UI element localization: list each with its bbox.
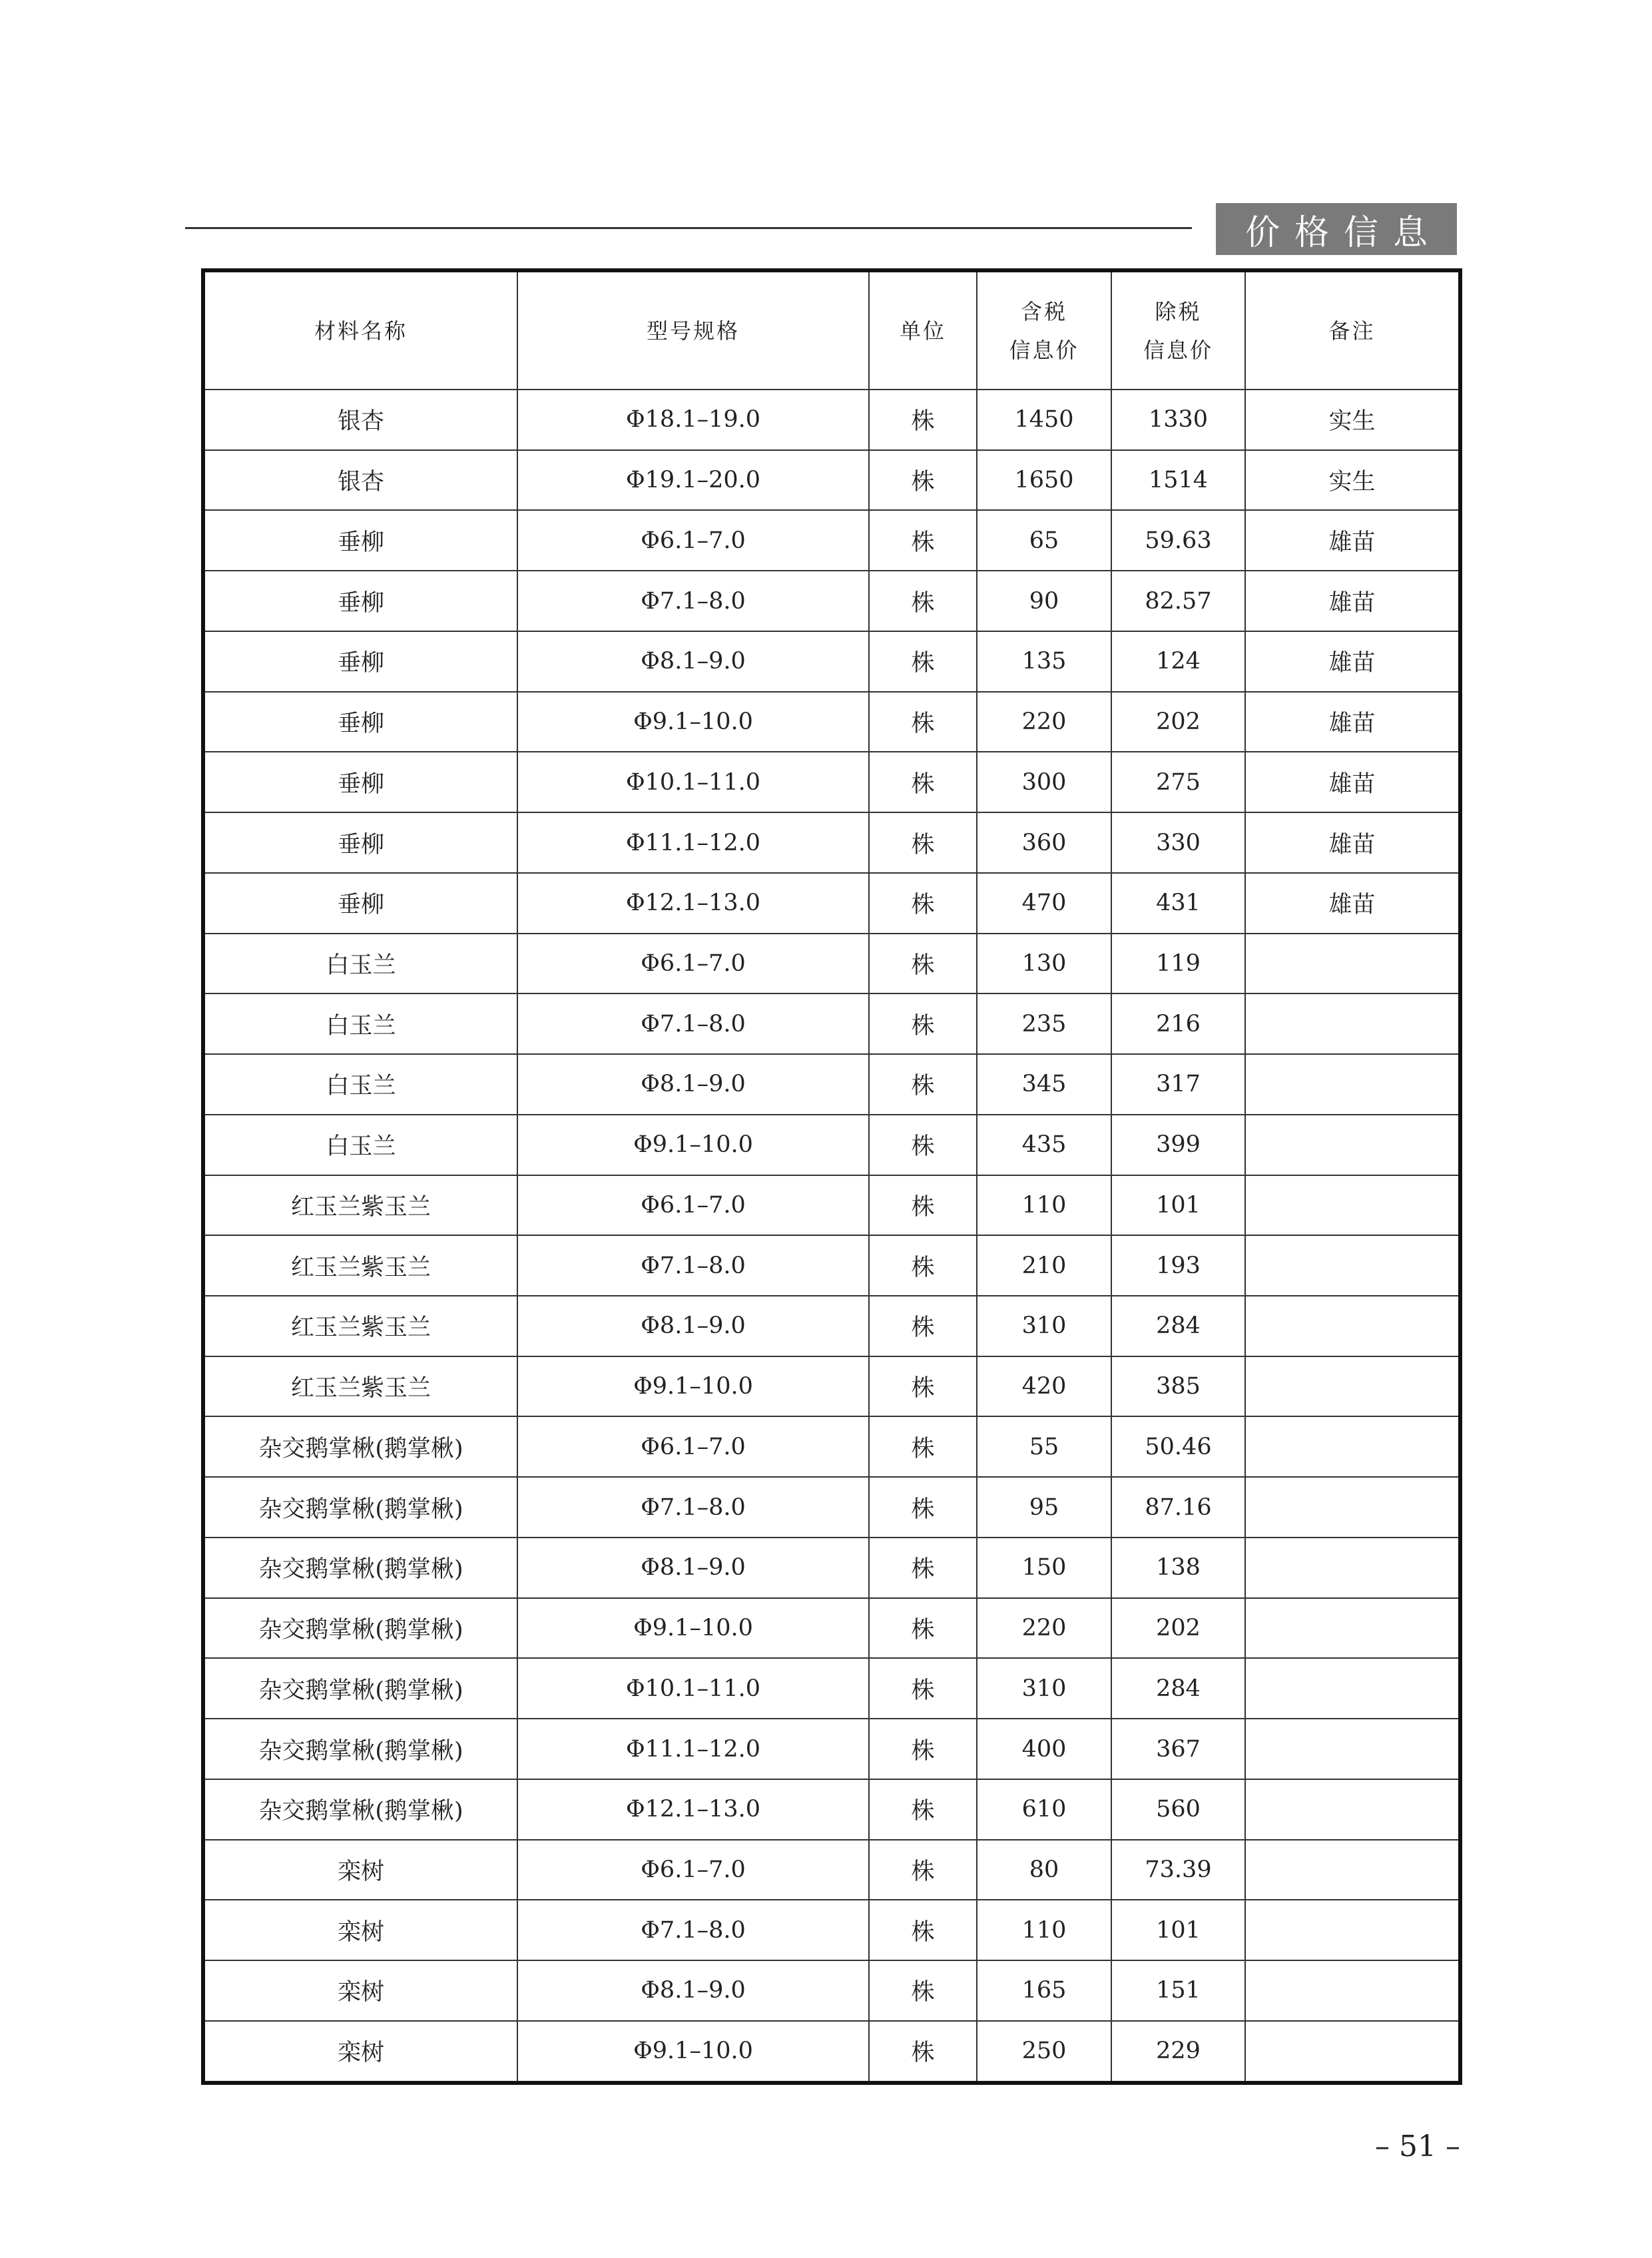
cell-unit: 株 — [869, 1296, 977, 1356]
cell-material-name: 白玉兰 — [203, 934, 517, 994]
table-row — [203, 1296, 1460, 1356]
cell-unit: 株 — [869, 1115, 977, 1175]
cell-material-name: 杂交鹅掌楸(鹅掌楸) — [203, 1416, 517, 1477]
table-row — [203, 692, 1460, 752]
cell-material-name: 银杏 — [203, 390, 517, 450]
cell-unit: 株 — [869, 1779, 977, 1840]
cell-model-spec: Φ7.1–8.0 — [517, 571, 869, 631]
cell-remarks: 雄苗 — [1245, 692, 1460, 752]
cell-unit: 株 — [869, 812, 977, 873]
table-row — [203, 1054, 1460, 1115]
table-row — [203, 1900, 1460, 1960]
cell-remarks — [1245, 1900, 1460, 1960]
cell-tax-exclusive-price: 1330 — [1111, 390, 1245, 450]
cell-remarks — [1245, 993, 1460, 1054]
table-row — [203, 1538, 1460, 1598]
cell-unit: 株 — [869, 571, 977, 631]
cell-tax-inclusive-price: 1650 — [977, 450, 1111, 511]
cell-unit: 株 — [869, 1416, 977, 1477]
cell-material-name: 白玉兰 — [203, 1115, 517, 1175]
cell-model-spec: Φ8.1–9.0 — [517, 1538, 869, 1598]
cell-remarks: 雄苗 — [1245, 510, 1460, 571]
cell-unit: 株 — [869, 1235, 977, 1296]
table-row — [203, 450, 1460, 511]
cell-remarks — [1245, 1538, 1460, 1598]
cell-remarks: 雄苗 — [1245, 571, 1460, 631]
cell-tax-inclusive-price: 220 — [977, 692, 1111, 752]
cell-unit: 株 — [869, 1538, 977, 1598]
cell-tax-exclusive-price: 399 — [1111, 1115, 1245, 1175]
cell-model-spec: Φ10.1–11.0 — [517, 752, 869, 812]
cell-tax-inclusive-price: 300 — [977, 752, 1111, 812]
cell-remarks — [1245, 1960, 1460, 2021]
header-unit: 单位 — [869, 270, 977, 390]
table-row — [203, 1356, 1460, 1417]
cell-tax-inclusive-price: 610 — [977, 1779, 1111, 1840]
cell-model-spec: Φ6.1–7.0 — [517, 1416, 869, 1477]
cell-material-name: 白玉兰 — [203, 1054, 517, 1115]
cell-model-spec: Φ8.1–9.0 — [517, 1296, 869, 1356]
cell-remarks — [1245, 1840, 1460, 1900]
header-tax-exclusive-line2: 信息价 — [1143, 337, 1213, 363]
cell-material-name: 栾树 — [203, 1840, 517, 1900]
cell-model-spec: Φ6.1–7.0 — [517, 934, 869, 994]
cell-remarks — [1245, 934, 1460, 994]
cell-material-name: 垂柳 — [203, 873, 517, 934]
cell-tax-exclusive-price: 317 — [1111, 1054, 1245, 1115]
cell-tax-inclusive-price: 310 — [977, 1658, 1111, 1719]
cell-remarks — [1245, 1779, 1460, 1840]
cell-model-spec: Φ7.1–8.0 — [517, 1900, 869, 1960]
price-table — [201, 268, 1462, 2085]
cell-unit: 株 — [869, 1175, 977, 1236]
cell-unit: 株 — [869, 1960, 977, 2021]
cell-unit: 株 — [869, 1840, 977, 1900]
cell-model-spec: Φ9.1–10.0 — [517, 692, 869, 752]
cell-material-name: 垂柳 — [203, 631, 517, 692]
cell-tax-inclusive-price: 220 — [977, 1598, 1111, 1659]
cell-remarks — [1245, 1658, 1460, 1719]
table-row — [203, 571, 1460, 631]
cell-tax-exclusive-price: 151 — [1111, 1960, 1245, 2021]
table-row — [203, 390, 1460, 450]
cell-material-name: 垂柳 — [203, 812, 517, 873]
cell-tax-inclusive-price: 345 — [977, 1054, 1111, 1115]
cell-model-spec: Φ8.1–9.0 — [517, 1054, 869, 1115]
cell-remarks — [1245, 1175, 1460, 1236]
cell-remarks — [1245, 1477, 1460, 1538]
header-model-spec: 型号规格 — [517, 270, 869, 390]
cell-tax-exclusive-price: 101 — [1111, 1900, 1245, 1960]
cell-model-spec: Φ8.1–9.0 — [517, 1960, 869, 2021]
cell-tax-exclusive-price: 1514 — [1111, 450, 1245, 511]
table-header-row — [203, 270, 1460, 390]
cell-tax-inclusive-price: 1450 — [977, 390, 1111, 450]
table-body — [203, 390, 1460, 2083]
table-row — [203, 2021, 1460, 2083]
cell-remarks — [1245, 1054, 1460, 1115]
cell-tax-exclusive-price: 284 — [1111, 1296, 1245, 1356]
table-row — [203, 873, 1460, 934]
cell-remarks — [1245, 1598, 1460, 1659]
header-tax-exclusive-line1: 除税 — [1155, 298, 1202, 324]
cell-remarks: 雄苗 — [1245, 752, 1460, 812]
page-number: – 51 – — [1375, 2129, 1460, 2163]
header-remarks: 备注 — [1245, 270, 1460, 390]
cell-tax-exclusive-price: 202 — [1111, 1598, 1245, 1659]
cell-tax-inclusive-price: 420 — [977, 1356, 1111, 1417]
cell-tax-exclusive-price: 138 — [1111, 1538, 1245, 1598]
cell-model-spec: Φ6.1–7.0 — [517, 510, 869, 571]
cell-material-name: 栾树 — [203, 1960, 517, 2021]
cell-remarks: 实生 — [1245, 390, 1460, 450]
cell-tax-exclusive-price: 101 — [1111, 1175, 1245, 1236]
header-rule — [185, 227, 1192, 229]
cell-unit: 株 — [869, 1658, 977, 1719]
header-tax-exclusive-price — [1111, 270, 1245, 390]
cell-tax-exclusive-price: 73.39 — [1111, 1840, 1245, 1900]
cell-material-name: 红玉兰紫玉兰 — [203, 1296, 517, 1356]
header-tax-inclusive-line1: 含税 — [1020, 298, 1067, 324]
cell-tax-exclusive-price: 560 — [1111, 1779, 1245, 1840]
cell-unit: 株 — [869, 752, 977, 812]
section-title: 价格信息 — [1216, 203, 1457, 255]
header-tax-inclusive-line2: 信息价 — [1009, 337, 1079, 363]
cell-model-spec: Φ9.1–10.0 — [517, 2021, 869, 2083]
cell-tax-inclusive-price: 210 — [977, 1235, 1111, 1296]
cell-material-name: 垂柳 — [203, 752, 517, 812]
cell-remarks: 雄苗 — [1245, 873, 1460, 934]
table-row — [203, 1779, 1460, 1840]
cell-tax-inclusive-price: 110 — [977, 1900, 1111, 1960]
cell-material-name: 栾树 — [203, 1900, 517, 1960]
cell-tax-inclusive-price: 55 — [977, 1416, 1111, 1477]
cell-tax-inclusive-price: 435 — [977, 1115, 1111, 1175]
table-row — [203, 510, 1460, 571]
cell-remarks — [1245, 1356, 1460, 1417]
cell-unit: 株 — [869, 510, 977, 571]
cell-tax-inclusive-price: 150 — [977, 1538, 1111, 1598]
cell-remarks — [1245, 1296, 1460, 1356]
cell-remarks — [1245, 1719, 1460, 1779]
cell-model-spec: Φ12.1–13.0 — [517, 1779, 869, 1840]
cell-unit: 株 — [869, 1900, 977, 1960]
cell-tax-inclusive-price: 310 — [977, 1296, 1111, 1356]
cell-remarks — [1245, 1235, 1460, 1296]
cell-tax-exclusive-price: 284 — [1111, 1658, 1245, 1719]
cell-tax-inclusive-price: 65 — [977, 510, 1111, 571]
table-row — [203, 934, 1460, 994]
cell-tax-inclusive-price: 135 — [977, 631, 1111, 692]
cell-tax-exclusive-price: 216 — [1111, 993, 1245, 1054]
cell-material-name: 红玉兰紫玉兰 — [203, 1235, 517, 1296]
cell-remarks: 实生 — [1245, 450, 1460, 511]
cell-tax-exclusive-price: 87.16 — [1111, 1477, 1245, 1538]
table-row — [203, 1235, 1460, 1296]
table-row — [203, 1598, 1460, 1659]
cell-model-spec: Φ9.1–10.0 — [517, 1356, 869, 1417]
cell-tax-inclusive-price: 400 — [977, 1719, 1111, 1779]
cell-unit: 株 — [869, 934, 977, 994]
cell-unit: 株 — [869, 1477, 977, 1538]
cell-tax-inclusive-price: 250 — [977, 2021, 1111, 2083]
cell-model-spec: Φ12.1–13.0 — [517, 873, 869, 934]
cell-model-spec: Φ7.1–8.0 — [517, 993, 869, 1054]
cell-tax-exclusive-price: 124 — [1111, 631, 1245, 692]
cell-tax-exclusive-price: 229 — [1111, 2021, 1245, 2083]
table-row — [203, 1840, 1460, 1900]
cell-tax-exclusive-price: 431 — [1111, 873, 1245, 934]
cell-unit: 株 — [869, 2021, 977, 2083]
cell-remarks: 雄苗 — [1245, 631, 1460, 692]
cell-material-name: 杂交鹅掌楸(鹅掌楸) — [203, 1477, 517, 1538]
cell-material-name: 杂交鹅掌楸(鹅掌楸) — [203, 1719, 517, 1779]
cell-remarks — [1245, 1115, 1460, 1175]
cell-unit: 株 — [869, 450, 977, 511]
cell-remarks — [1245, 2021, 1460, 2083]
table-row — [203, 1960, 1460, 2021]
cell-material-name: 白玉兰 — [203, 993, 517, 1054]
cell-tax-inclusive-price: 360 — [977, 812, 1111, 873]
cell-remarks: 雄苗 — [1245, 812, 1460, 873]
table-row — [203, 993, 1460, 1054]
header-material-name: 材料名称 — [203, 270, 517, 390]
cell-tax-inclusive-price: 165 — [977, 1960, 1111, 2021]
cell-model-spec: Φ9.1–10.0 — [517, 1115, 869, 1175]
cell-material-name: 红玉兰紫玉兰 — [203, 1356, 517, 1417]
cell-material-name: 银杏 — [203, 450, 517, 511]
cell-model-spec: Φ11.1–12.0 — [517, 812, 869, 873]
cell-tax-inclusive-price: 235 — [977, 993, 1111, 1054]
cell-model-spec: Φ9.1–10.0 — [517, 1598, 869, 1659]
cell-tax-exclusive-price: 82.57 — [1111, 571, 1245, 631]
cell-model-spec: Φ11.1–12.0 — [517, 1719, 869, 1779]
cell-tax-exclusive-price: 367 — [1111, 1719, 1245, 1779]
table-row — [203, 1477, 1460, 1538]
cell-unit: 株 — [869, 993, 977, 1054]
cell-unit: 株 — [869, 1598, 977, 1659]
table-row — [203, 812, 1460, 873]
cell-tax-inclusive-price: 95 — [977, 1477, 1111, 1538]
cell-unit: 株 — [869, 692, 977, 752]
table-row — [203, 1175, 1460, 1236]
cell-unit: 株 — [869, 390, 977, 450]
cell-model-spec: Φ8.1–9.0 — [517, 631, 869, 692]
cell-model-spec: Φ18.1–19.0 — [517, 390, 869, 450]
cell-material-name: 垂柳 — [203, 510, 517, 571]
table-row — [203, 1719, 1460, 1779]
table-row — [203, 1115, 1460, 1175]
cell-material-name: 杂交鹅掌楸(鹅掌楸) — [203, 1598, 517, 1659]
cell-unit: 株 — [869, 1054, 977, 1115]
table-row — [203, 1416, 1460, 1477]
cell-material-name: 垂柳 — [203, 692, 517, 752]
cell-model-spec: Φ6.1–7.0 — [517, 1840, 869, 1900]
cell-unit: 株 — [869, 873, 977, 934]
cell-model-spec: Φ6.1–7.0 — [517, 1175, 869, 1236]
cell-material-name: 杂交鹅掌楸(鹅掌楸) — [203, 1658, 517, 1719]
cell-unit: 株 — [869, 1356, 977, 1417]
cell-tax-inclusive-price: 470 — [977, 873, 1111, 934]
cell-material-name: 杂交鹅掌楸(鹅掌楸) — [203, 1779, 517, 1840]
cell-tax-exclusive-price: 202 — [1111, 692, 1245, 752]
cell-tax-inclusive-price: 110 — [977, 1175, 1111, 1236]
cell-tax-inclusive-price: 80 — [977, 1840, 1111, 1900]
cell-model-spec: Φ7.1–8.0 — [517, 1477, 869, 1538]
cell-tax-exclusive-price: 330 — [1111, 812, 1245, 873]
cell-tax-inclusive-price: 90 — [977, 571, 1111, 631]
table-row — [203, 752, 1460, 812]
cell-tax-exclusive-price: 385 — [1111, 1356, 1245, 1417]
cell-tax-exclusive-price: 193 — [1111, 1235, 1245, 1296]
cell-material-name: 垂柳 — [203, 571, 517, 631]
table-row — [203, 1658, 1460, 1719]
cell-material-name: 杂交鹅掌楸(鹅掌楸) — [203, 1538, 517, 1598]
cell-model-spec: Φ10.1–11.0 — [517, 1658, 869, 1719]
cell-tax-exclusive-price: 50.46 — [1111, 1416, 1245, 1477]
cell-remarks — [1245, 1416, 1460, 1477]
cell-tax-inclusive-price: 130 — [977, 934, 1111, 994]
cell-model-spec: Φ19.1–20.0 — [517, 450, 869, 511]
cell-unit: 株 — [869, 631, 977, 692]
cell-model-spec: Φ7.1–8.0 — [517, 1235, 869, 1296]
cell-tax-exclusive-price: 275 — [1111, 752, 1245, 812]
cell-unit: 株 — [869, 1719, 977, 1779]
cell-tax-exclusive-price: 59.63 — [1111, 510, 1245, 571]
cell-material-name: 红玉兰紫玉兰 — [203, 1175, 517, 1236]
cell-material-name: 栾树 — [203, 2021, 517, 2083]
table-row — [203, 631, 1460, 692]
header-tax-inclusive-price — [977, 270, 1111, 390]
cell-tax-exclusive-price: 119 — [1111, 934, 1245, 994]
